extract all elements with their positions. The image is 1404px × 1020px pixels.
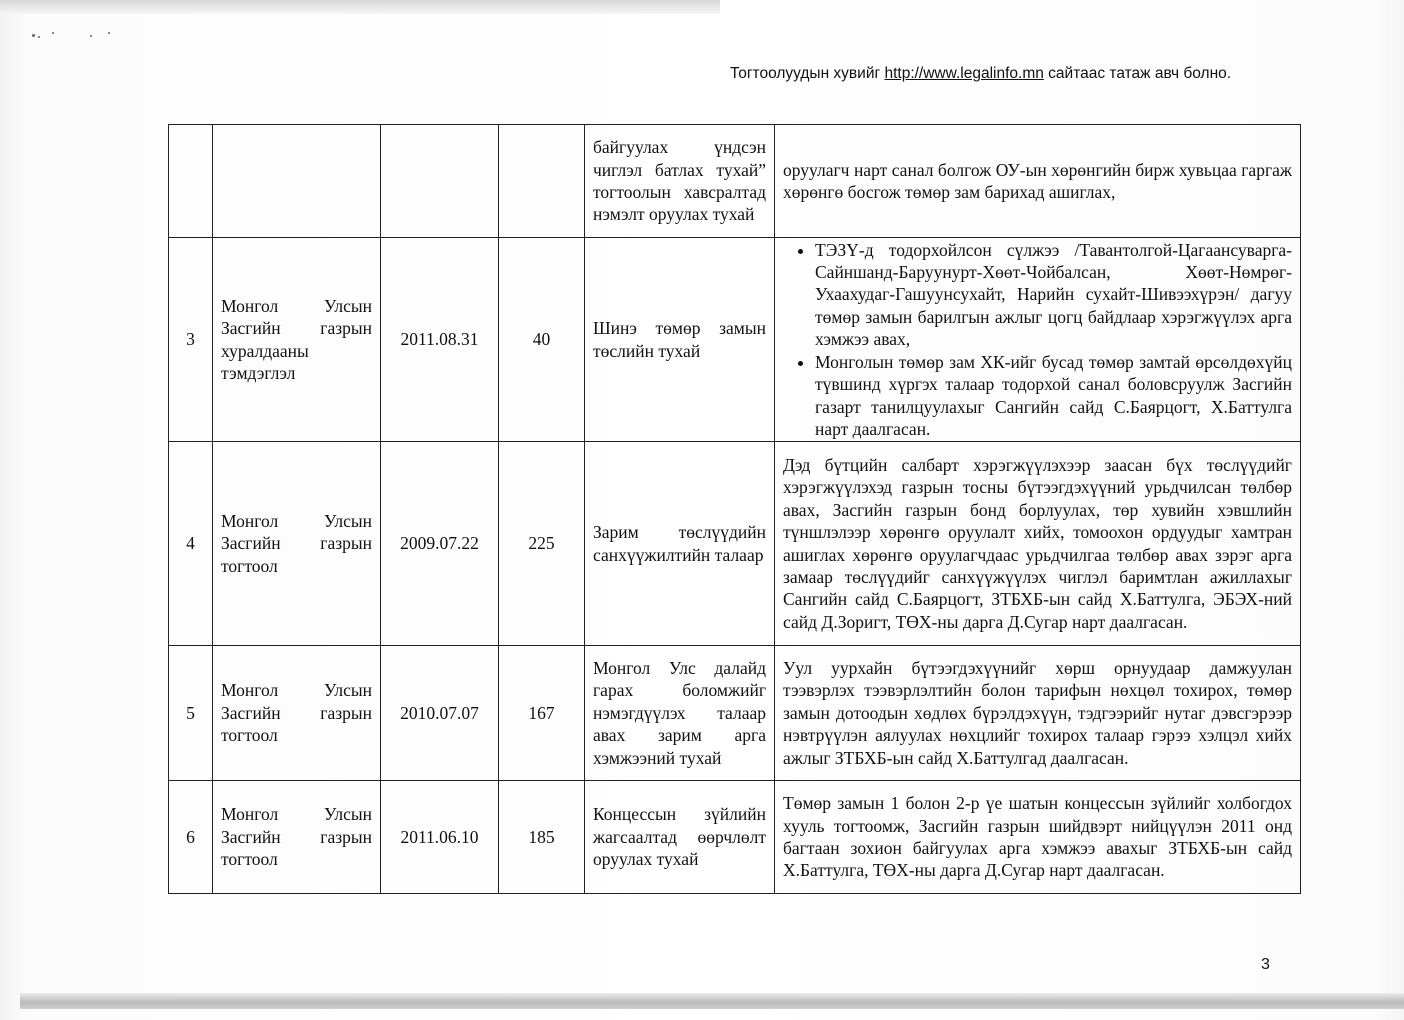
content-cell: оруулагч нарт санал болгож ОУ-ын хөрөнгийн бирж хувьцаа гаргаж хөрөнгө босгож төмөр зам барихад ашиглах,: [775, 125, 1301, 238]
table-row: [169, 781, 1301, 894]
scan-shadow-bottom: [20, 993, 1404, 1009]
table-row: [169, 125, 1301, 238]
doc-type-cell: Монгол Улсын Засгийн газрын тогтоол: [213, 781, 381, 894]
number-cell: 225: [499, 442, 585, 646]
bullet-item: • Монголын төмөр зам ХК-ийг бусад төмөр замтай өрсөлдөхүйц түвшинд хүргэх талаар тодорхой санал боловсруулж Засгийн газарт танилцуулахыг Сангийн сайд С.Баярцогт, Х.Баттулга нарт даалгасан.: [815, 351, 1292, 441]
number-cell: 40: [499, 238, 585, 442]
doc-type-cell: Монгол Улсын Засгийн газрын хуралдааны тэмдэглэл: [213, 238, 381, 442]
title-cell: Шинэ төмөр замын төслийн тухай: [585, 238, 775, 442]
bullet-list: [783, 239, 1292, 441]
title-cell: Зарим төслүүдийн санхүүжилтийн талаар: [585, 442, 775, 646]
doc-type-cell: [213, 125, 381, 238]
legalinfo-link[interactable]: http://www.legalinfo.mn: [884, 65, 1044, 82]
title-cell: Концессын зүйлийн жагсаалтад өөрчлөлт оруулах тухай: [585, 781, 775, 894]
table-row: [169, 442, 1301, 646]
row-number: 6: [169, 781, 213, 894]
row-number: 4: [169, 442, 213, 646]
row-number: 3: [169, 238, 213, 442]
header-prefix: Тогтоолуудын хувийг: [730, 65, 881, 82]
resolutions-table: [168, 124, 1301, 894]
number-cell: 185: [499, 781, 585, 894]
number-cell: [499, 125, 585, 238]
date-cell: 2009.07.22: [381, 442, 499, 646]
scan-shadow-top: [0, 0, 720, 14]
header-suffix: сайтаас татаж авч болно.: [1048, 65, 1232, 82]
number-cell: 167: [499, 646, 585, 781]
content-cell: Уул уурхайн бүтээгдэхүүнийг хөрш орнуудаар дамжуулан тээвэрлэх тээвэрлэлтийн болон тарифын нөхцөл тохирох, төмөр замын дотоодын хөдлөх бүрэлдэхүүн, тэдгээрийг нутаг дэвсгэрээр нэвтрүүлэн аялуулах нөхцлийг тохирох талаар гэрээ хэлцэл хийх ажлыг ЗТБХБ-ын сайд Х.Баттулгад даалгасан.: [775, 646, 1301, 781]
date-cell: [381, 125, 499, 238]
doc-type-cell: Монгол Улсын Засгийн газрын тогтоол: [213, 646, 381, 781]
scan-specks: [30, 30, 150, 50]
content-cell: [775, 238, 1301, 442]
content-cell: Дэд бүтцийн салбарт хэрэгжүүлэхээр заасан бүх төслүүдийг хэрэгжүүлэхэд газрын тосны бүтээгдэхүүний урьдчилсан төлбөр авах, Засгийн газрын бонд борлуулах, төр хувийн хэвшлийн түншлэлээр хөрөнгө оруулалт хийх, томоохон ордуудыг хамтран ашиглах хөрөнгө оруулагчдаас урьдчилгаа төлбөр авах зэрэг арга замаар төслүүдийг санхүүжүүлэх чиглэл баримтлан ажиллахыг Сангийн сайд С.Баярцогт, ЗТБХБ-ын сайд Х.Баттулга, ЭБЭХ-ний сайд Д.Зоригт, ТӨХ-ны дарга Д.Сугар нарт даалгасан.: [775, 442, 1301, 646]
table-row: [169, 646, 1301, 781]
table-row: [169, 238, 1301, 442]
bullet-item: • ТЭЗҮ-д тодорхойлсон сүлжээ /Тавантолгой-Цагаансуварга-Сайншанд-Баруунурт-Хөөт-Чойбалсан, Хөөт-Нөмрөг-Ухаахудаг-Гашуунсухайт, Нарийн сухайт-Шивээхүрэн/ дагуу төмөр замын барилгын ажлыг цогц байдлаар хэрэгжүүлэх арга хэмжээ авах,: [815, 239, 1292, 351]
row-number: [169, 125, 213, 238]
date-cell: 2010.07.07: [381, 646, 499, 781]
content-cell: Төмөр замын 1 болон 2-р үе шатын концессын зүйлийг холбогдох хууль тогтоомж, Засгийн газрын шийдвэрт нийцүүлэн 2011 онд багтаан зохион байгуулах арга хэмжээ авахыг ЗТБХБ-ын сайд Х.Баттулга, ТӨХ-ны дарга Д.Сугар нарт даалгасан.: [775, 781, 1301, 894]
row-number: 5: [169, 646, 213, 781]
date-cell: 2011.06.10: [381, 781, 499, 894]
title-cell: Монгол Улс далайд гарах боломжийг нэмэгдүүлэх талаар авах зарим арга хэмжээний тухай: [585, 646, 775, 781]
doc-type-cell: Монгол Улсын Засгийн газрын тогтоол: [213, 442, 381, 646]
date-cell: 2011.08.31: [381, 238, 499, 442]
title-cell: байгуулах үндсэн чиглэл батлах тухай” тогтоолын хавсралтад нэмэлт оруулах тухай: [585, 125, 775, 238]
page-header: [730, 65, 1231, 83]
page-number: 3: [1261, 956, 1270, 973]
